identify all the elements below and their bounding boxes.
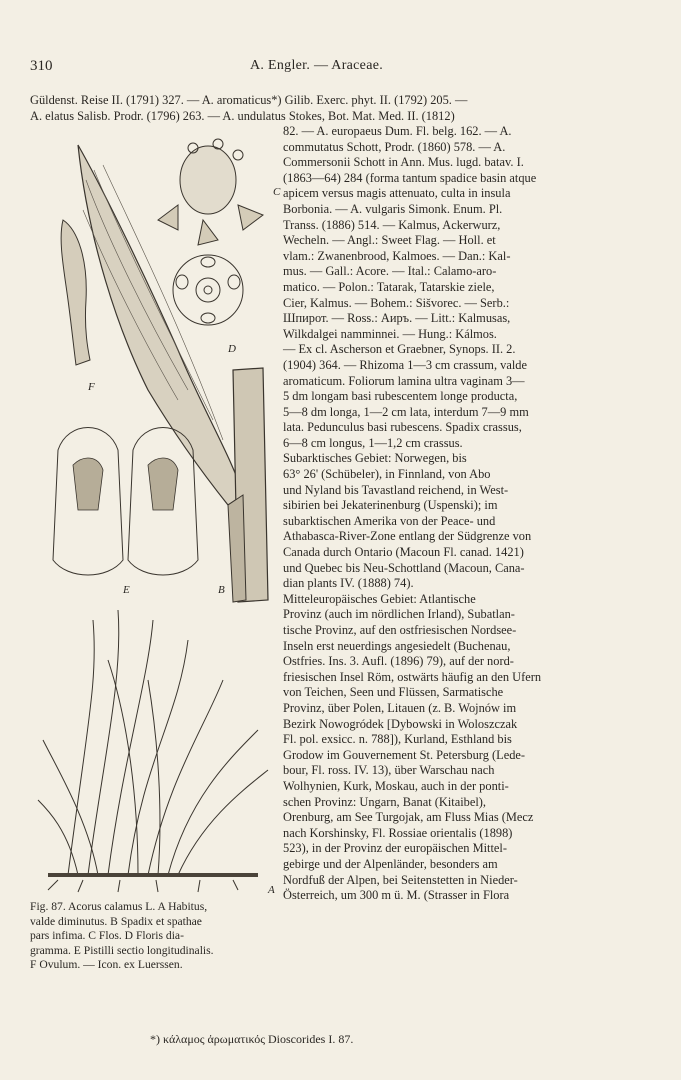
text-line: tische Provinz, auf den ostfriesischen Nordsee- <box>283 623 517 637</box>
text-line: (1863—64) 284 (forma tantum spadice basin atque <box>283 170 537 185</box>
text-line: Güldenst. Reise II. (1791) 327. — A. aromaticus*) Gilib. Exerc. phyt. II. (1792) 205. — <box>30 93 468 107</box>
text-line: Bezirk Nowogródek [Dybowski in Woloszczak <box>283 716 518 731</box>
text-line: Athabasca-River-Zone entlang der Südgrenze von <box>283 529 532 544</box>
ovulum-drawing <box>61 220 90 365</box>
text-line: Шпирот. — Ross.: Аиръ. — Litt.: Kalmusas, <box>283 311 511 326</box>
text-line: aromaticum. Foliorum lamina ultra vaginam 3— <box>283 373 525 388</box>
text-line: valde diminutus. B Spadix et spathae <box>30 914 202 928</box>
text-line: Ostfries. Ins. 3. Aufl. (1896) 79), auf der nord- <box>283 654 514 669</box>
text-line: mus. — Gall.: Acore. — Ital.: Calamo-aro- <box>283 264 497 279</box>
text-line: 82. — A. europaeus Dum. Fl. belg. 162. — A. <box>283 124 512 138</box>
text-line: lata. Pedunculus basi rubescens. Spadix crassus, <box>283 420 522 435</box>
text-line: vlam.: Zwanenbrood, Kalmoes. — Dan.: Kal- <box>283 248 511 263</box>
text-line: schen Provinz: Ungarn, Banat (Kitaibel), <box>283 794 487 809</box>
text-line: Cier, Kalmus. — Bohem.: Sišvorec. — Serb.: <box>283 295 510 310</box>
text-line: pars infima. C Flos. D Floris dia- <box>30 929 184 943</box>
text-line: Wolhynien, Kurk, Moskau, auch in der ponti- <box>283 778 509 793</box>
text-line: 523), in der Provinz der europäischen Mittel- <box>283 841 507 856</box>
text-line: dian plants IV. (1888) 74). <box>283 576 414 591</box>
label-f: F <box>88 381 95 393</box>
habitus-drawing <box>38 610 268 892</box>
text-line: Fig. 87. Acorus calamus L. A Habitus, <box>30 900 208 913</box>
text-line: 63° 26' (Schübeler), in Finnland, von Abo <box>283 467 491 482</box>
figure-caption <box>30 900 270 973</box>
text-line: (1904) 364. — Rhizoma 1—3 cm crassum, valde <box>283 357 527 372</box>
text-line: matico. — Polon.: Tatarak, Tatarskie ziele, <box>283 279 495 294</box>
text-line: Borbonia. — A. vulgaris Simonk. Enum. Pl. <box>283 201 503 216</box>
text-line: — Ex cl. Ascherson et Graebner, Synops. II. 2. <box>283 342 516 357</box>
text-line: 6—8 cm longus, 1—1,2 cm crassus. <box>283 435 463 450</box>
text-line: gebirge und der Alpenländer, besonders am <box>283 856 498 871</box>
text-line: Transs. (1886) 514. — Kalmus, Ackerwurz, <box>283 217 501 232</box>
text-line: Provinz, über Polen, Litauen (z. B. Wojnów im <box>283 700 517 715</box>
text-line: Nordfuß der Alpen, bei Seitenstetten in Nieder- <box>283 872 518 887</box>
text-line: A. elatus Salisb. Prodr. (1796) 263. — A. undulatus Stokes, Bot. Mat. Med. II. (1812) <box>30 108 455 123</box>
flower-drawing <box>158 139 263 245</box>
text-line: subarktischen Amerika von der Peace- und <box>283 513 496 528</box>
text-line: sibirien bei Jekaterinenburg (Uspenski); im <box>283 498 498 513</box>
text-line: bour, Fl. ross. IV. 13), über Warschau nach <box>283 763 495 778</box>
text-line: Mitteleuropäisches Gebiet: Atlantische <box>283 591 476 606</box>
text-line: nach Korshinsky, Fl. Rossiae orientalis (1898) <box>283 825 513 840</box>
text-line: apicem versus magis attenuato, culta in insula <box>283 186 511 201</box>
text-line: Fl. pol. exsicc. n. 788]), Kurland, Esthland bis <box>283 732 512 747</box>
label-e: E <box>123 584 130 596</box>
text-line: Orenburg, am See Turgojak, am Fluss Mias (Mecz <box>283 810 534 825</box>
text-line: Canada durch Ontario (Macoun Fl. canad. 1421) <box>283 545 524 560</box>
label-c: C <box>273 186 281 198</box>
label-d: D <box>228 343 236 355</box>
text-line: Wecheln. — Angl.: Sweet Flag. — Holl. et <box>283 233 496 248</box>
text-line: 5 dm longam basi rubescentem longe producta, <box>283 389 518 404</box>
text-line: und Quebec bis Neu-Schottland (Macoun, Cana- <box>283 560 525 575</box>
text-line: gramma. E Pistilli sectio longitudinalis. <box>30 943 214 957</box>
floral-diagram <box>173 255 243 325</box>
footnote: *) κάλαμος ἀρωματικός Dioscorides I. 87. <box>150 1032 354 1046</box>
text-line: F Ovulum. — Icon. ex Luerssen. <box>30 958 183 972</box>
label-b: B <box>218 584 225 596</box>
text-line: und Nyland bis Tavastland reichend, in West- <box>283 482 509 497</box>
text-line: Provinz (auch im nördlichen Irland), Subatlan- <box>283 607 515 622</box>
text-line: Subarktisches Gebiet: Norwegen, bis <box>283 451 467 466</box>
text-line: Grodow im Gouvernement St. Petersburg (Lede- <box>283 747 526 762</box>
text-line: commutatus Schott, Prodr. (1860) 578. — A. <box>283 139 506 154</box>
text-line: Wilkdalgei namminnei. — Hung.: Kálmos. <box>283 326 497 341</box>
text-line: Inseln erst neuerdings angesiedelt (Buchenau, <box>283 638 511 653</box>
text-line: Commersonii Schott in Ann. Mus. lugd. batav. I. <box>283 155 524 170</box>
text-line: Österreich, um 300 m ü. M. (Strasser in Flora <box>283 888 510 903</box>
botanical-figure <box>28 120 281 900</box>
label-a: A <box>268 884 275 896</box>
running-title: A. Engler. — Araceae. <box>250 58 384 73</box>
text-line: friesischen Insel Röm, ostwärts häufig an den Ufern <box>283 669 542 684</box>
right-column-text <box>283 124 651 904</box>
pistil-section-drawing <box>53 428 198 576</box>
acorus-illustration <box>28 120 281 900</box>
text-line: 5—8 dm longa, 1—2 cm lata, interdum 7—9 mm <box>283 404 529 419</box>
page-number: 310 <box>30 58 53 74</box>
text-line: von Teichen, Seen und Flüssen, Sarmatische <box>283 685 504 700</box>
